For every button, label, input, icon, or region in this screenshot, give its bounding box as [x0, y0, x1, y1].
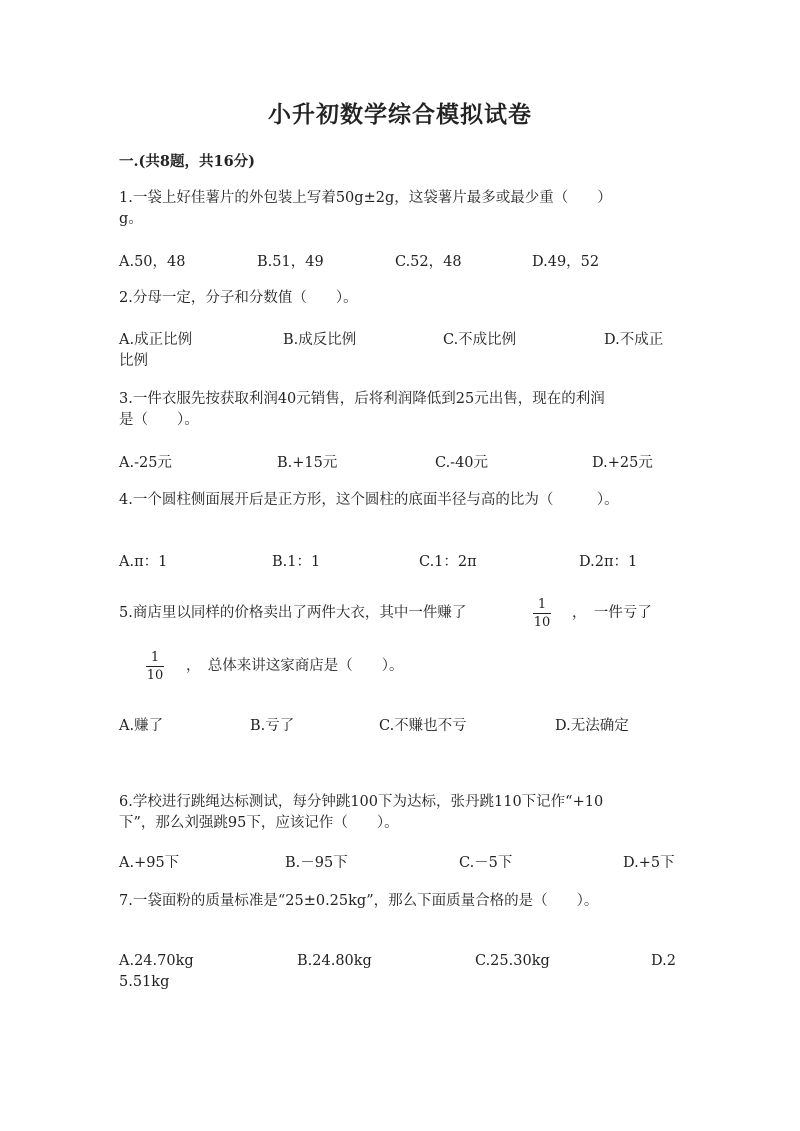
question-5-text-cont: ， 总体来讲这家商店是（ ）。	[186, 658, 404, 674]
question-7-option-d: D.2	[651, 953, 676, 969]
question-7-option-a: A.24.70kg	[119, 953, 194, 969]
question-4-option-c: C.1：2π	[419, 554, 477, 570]
fraction-numerator: 1	[150, 650, 160, 665]
question-5-option-c: C.不赚也不亏	[379, 718, 467, 734]
question-2-option-a: A.成正比例	[119, 332, 193, 348]
question-1-option-b: B.51，49	[257, 254, 324, 270]
question-3-option-c: C.-40元	[435, 455, 489, 471]
question-6-option-b: B.－95下	[285, 855, 348, 871]
question-3-option-b: B.+15元	[277, 455, 338, 471]
question-2-option-d-cont: 比例	[119, 353, 148, 369]
question-7-option-d-cont: 5.51kg	[119, 974, 170, 990]
question-1-option-d: D.49，52	[532, 254, 600, 270]
question-7-option-c: C.25.30kg	[475, 953, 550, 969]
question-1-option-a: A.50，48	[119, 254, 186, 270]
question-3-option-a: A.-25元	[119, 455, 172, 471]
question-5-text-mid: ， 一件亏了	[572, 605, 652, 621]
question-5-option-b: B.亏了	[250, 718, 295, 734]
question-2-option-c: C.不成比例	[443, 332, 517, 348]
question-2-option-b: B.成反比例	[283, 332, 357, 348]
question-7-option-b: B.24.80kg	[297, 953, 372, 969]
question-5-text: 5.商店里以同样的价格卖出了两件大衣，其中一件赚了	[119, 605, 467, 621]
fraction-denominator: 10	[146, 668, 164, 683]
question-6-option-d: D.+5下	[623, 855, 675, 871]
question-6-text-cont: 下”，那么刘强跳95下，应该记作（ ）。	[119, 815, 399, 831]
fraction-numerator: 1	[537, 597, 547, 612]
question-2-text: 2.分母一定，分子和分数值（ ）。	[119, 290, 358, 306]
page-title: 小升初数学综合模拟试卷	[268, 101, 532, 128]
question-1-option-c: C.52，48	[395, 254, 462, 270]
question-4-text: 4.一个圆柱侧面展开后是正方形，这个圆柱的底面半径与高的比为（ ）。	[119, 492, 619, 508]
section-heading: 一.(共8题，共16分)	[119, 153, 256, 170]
question-3-option-d: D.+25元	[592, 455, 653, 471]
question-4-option-d: D.2π：1	[579, 554, 638, 570]
question-5-option-d: D.无法确定	[555, 718, 629, 734]
question-2-option-d: D.不成正	[604, 332, 664, 348]
fraction-one-tenth-1	[533, 597, 551, 630]
fraction-denominator: 10	[533, 615, 551, 630]
question-1-text-cont: g。	[119, 211, 143, 227]
question-4-option-b: B.1：1	[272, 554, 321, 570]
question-1-text: 1.一袋上好佳薯片的外包装上写着50g±2g，这袋薯片最多或最少重（ ）	[119, 190, 612, 206]
question-5-option-a: A.赚了	[119, 718, 164, 734]
fraction-one-tenth-2	[146, 650, 164, 683]
fraction-bar	[146, 666, 164, 667]
question-4-option-a: A.π：1	[119, 554, 168, 570]
question-6-option-a: A.+95下	[119, 855, 180, 871]
question-3-text: 3.一件衣服先按获取利润40元销售，后将利润降低到25元出售，现在的利润	[119, 391, 605, 407]
question-7-text: 7.一袋面粉的质量标准是“25±0.25kg”，那么下面质量合格的是（ ）。	[119, 893, 599, 909]
question-3-text-cont: 是（ ）。	[119, 412, 199, 428]
question-6-option-c: C.－5下	[459, 855, 513, 871]
question-6-text: 6.学校进行跳绳达标测试，每分钟跳100下为达标，张丹跳110下记作“+10	[119, 794, 604, 810]
fraction-bar	[533, 613, 551, 614]
